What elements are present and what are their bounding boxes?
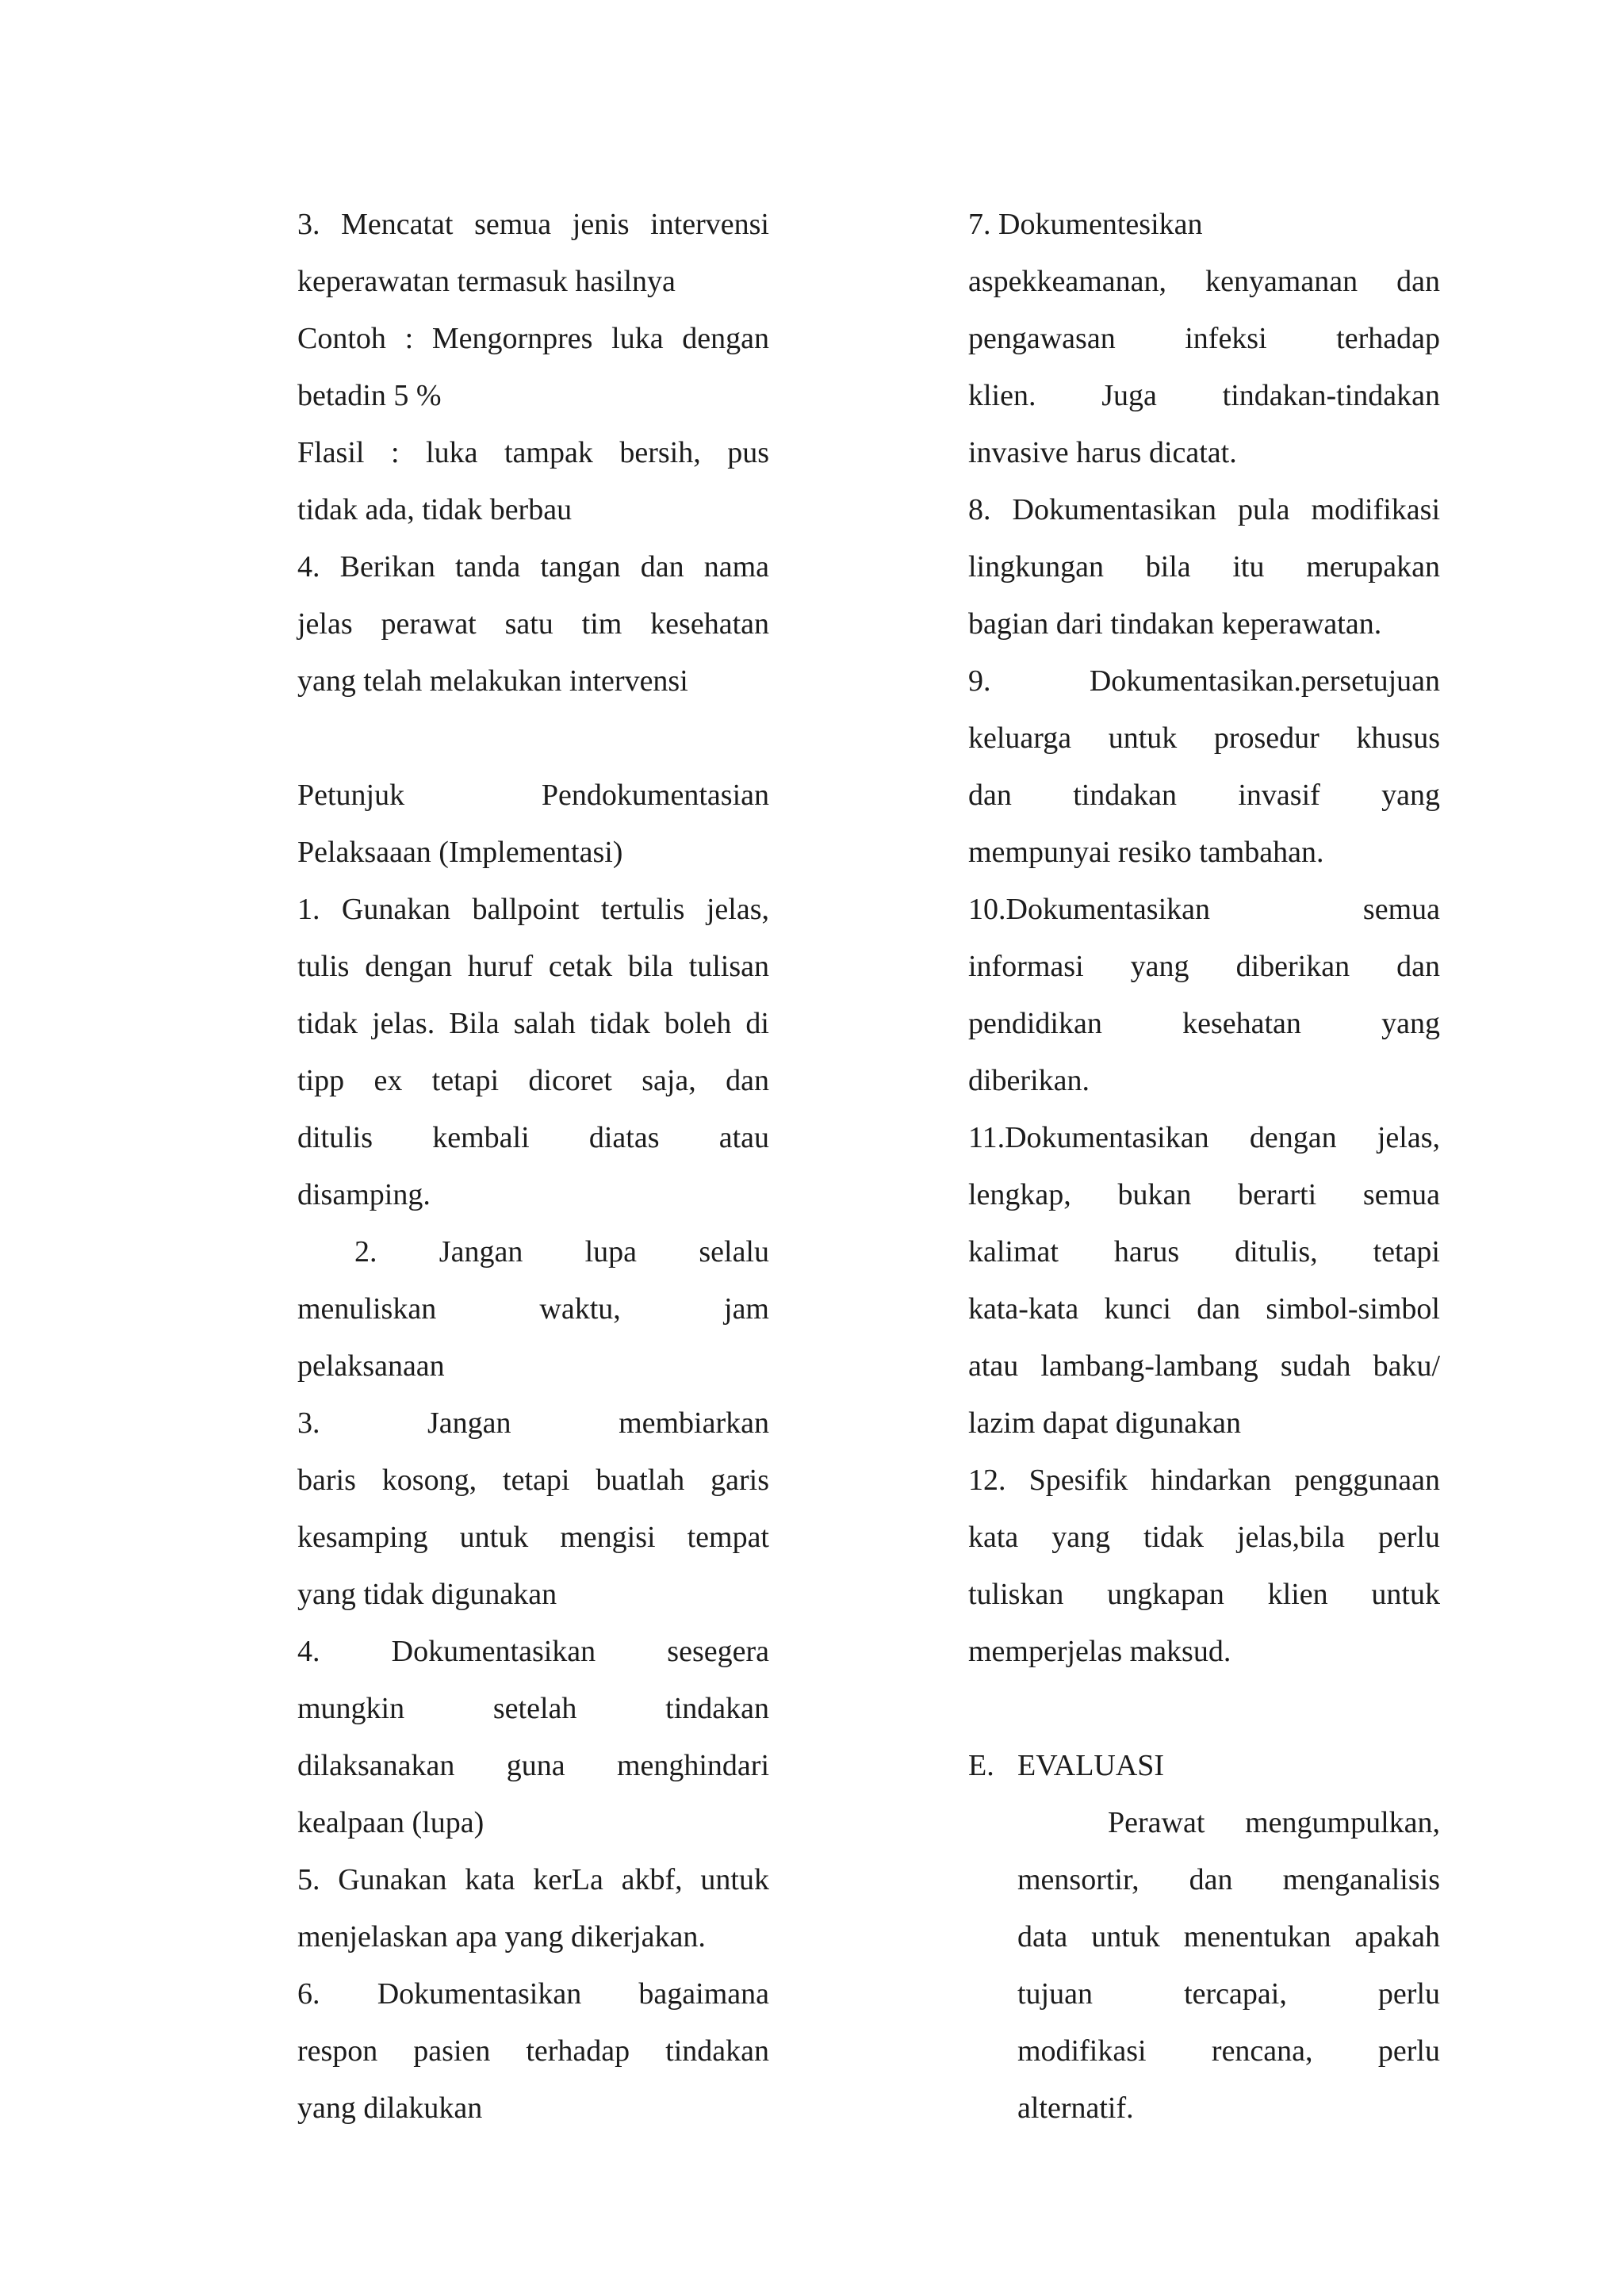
section-e-body: Perawat mengumpulkan, mensortir, dan menganalisis data untuk menentukan apakah tujuan tercapai, perlu modifikasi rencana, perlu alternatif.	[1017, 1806, 1440, 2125]
paragraph-item-3: 3. Mencatat semua jenis intervensi keperawatan termasuk hasilnya	[297, 208, 769, 298]
section-number: E.	[968, 1749, 994, 1782]
paragraph-example: Contoh : Mengornpres luka dengan betadin 5 %	[297, 322, 769, 412]
paragraph-impl-2: 2. Jangan lupa selalu menuliskan waktu, jam pelaksanaan	[297, 1235, 769, 1383]
paragraph-item-9: 9. Dokumentasikan.persetujuan keluarga untuk prosedur khusus dan tindakan invasif yang mempunyai resiko tambahan.	[968, 664, 1440, 869]
paragraph-impl-3: 3. Jangan membiarkan baris kosong, tetapi buatlah garis kesamping untuk mengisi tempat yang tidak digunakan	[297, 1406, 769, 1611]
spacer	[968, 1680, 1440, 1737]
paragraph-item-7: 7. Dokumentesikan aspekkeamanan, kenyamanan dan pengawasan infeksi terhadap klien. Juga tindakan-tindakan invasive harus dicatat.	[968, 208, 1440, 469]
left-column	[297, 196, 769, 2137]
paragraph-item-4: 4. Berikan tanda tangan dan nama jelas perawat satu tim kesehatan yang telah melakukan intervensi	[297, 550, 769, 698]
paragraph-item-8: 8. Dokumentasikan pula modifikasi lingkungan bila itu merupakan bagian dari tindakan keperawatan.	[968, 493, 1440, 641]
section-heading: Petunjuk Pendokumentasian Pelaksaaan (Implementasi)	[297, 779, 769, 869]
paragraph-impl-1: 1. Gunakan ballpoint tertulis jelas, tulis dengan huruf cetak bila tulisan tidak jelas. Bila salah tidak boleh di tipp ex tetapi dicoret saja, dan ditulis kembali diatas atau disamping.	[297, 893, 769, 1211]
paragraph-item-12: 12. Spesifik hindarkan penggunaan kata yang tidak jelas,bila perlu tuliskan ungkapan klien untuk memperjelas maksud.	[968, 1464, 1440, 1668]
right-column	[968, 196, 1440, 2137]
spacer	[297, 710, 769, 767]
section-e-heading	[968, 1737, 1440, 1794]
paragraph-item-10: 10.Dokumentasikan semua informasi yang diberikan dan pendidikan kesehatan yang diberikan.	[968, 893, 1440, 1097]
paragraph-result: Flasil : luka tampak bersih, pus tidak ada, tidak berbau	[297, 436, 769, 526]
paragraph-item-11: 11.Dokumentasikan dengan jelas, lengkap, bukan berarti semua kalimat harus ditulis, tetapi kata-kata kunci dan simbol-simbol atau lambang-lambang sudah baku/ lazim dapat digunakan	[968, 1121, 1440, 1440]
section-title: EVALUASI	[1017, 1749, 1165, 1782]
paragraph-impl-6: 6. Dokumentasikan bagaimana respon pasien terhadap tindakan yang dilakukan	[297, 1977, 769, 2125]
paragraph-impl-5: 5. Gunakan kata kerLa akbf, untuk menjelaskan apa yang dikerjakan.	[297, 1863, 769, 1954]
paragraph-impl-4: 4. Dokumentasikan sesegera mungkin setelah tindakan dilaksanakan guna menghindari kealpaan (lupa)	[297, 1635, 769, 1839]
